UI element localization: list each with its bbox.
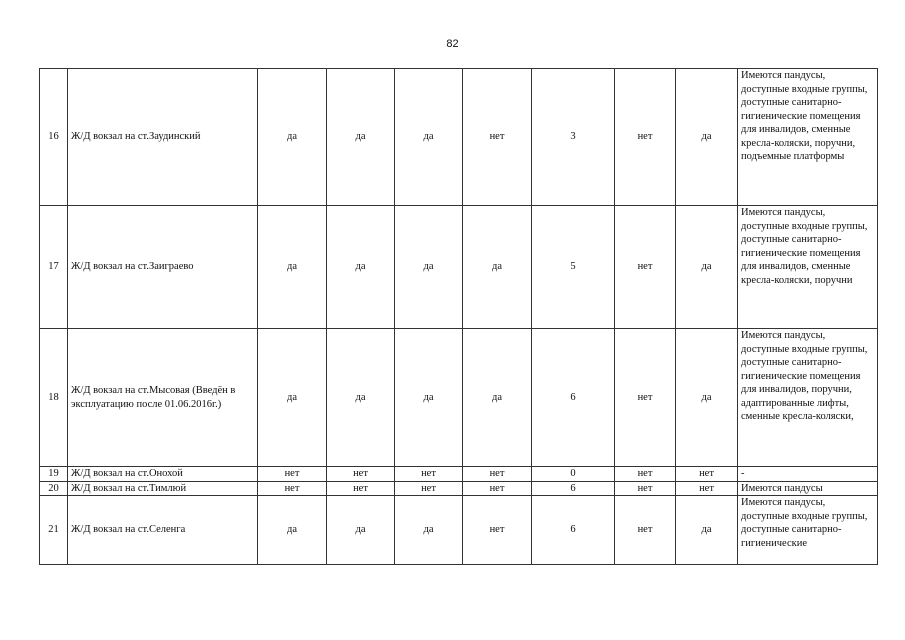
cell-value: да <box>258 329 327 467</box>
cell-value: нет <box>615 481 676 496</box>
cell-value: нет <box>395 481 463 496</box>
table-row <box>40 329 878 467</box>
table-row <box>40 69 878 206</box>
row-number: 21 <box>40 496 68 565</box>
row-number: 20 <box>40 481 68 496</box>
cell-value: нет <box>615 329 676 467</box>
note-text: Имеются пандусы <box>741 482 823 494</box>
row-number: 16 <box>40 69 68 206</box>
cell-value: да <box>258 496 327 565</box>
table-row <box>40 467 878 482</box>
accessibility-note <box>738 206 878 329</box>
cell-value: нет <box>463 69 532 206</box>
row-number: 17 <box>40 206 68 329</box>
station-name: Ж/Д вокзал на ст.Мысовая (Введён в эксплуатацию после 01.06.2016г.) <box>68 329 258 467</box>
cell-value: 6 <box>532 496 615 565</box>
cell-value: 5 <box>532 206 615 329</box>
cell-value: да <box>395 329 463 467</box>
cell-value: да <box>327 329 395 467</box>
accessibility-note <box>738 496 878 565</box>
cell-value: да <box>258 206 327 329</box>
note-text: Имеются пандусы, доступные входные группы, доступные санитарно-гигиенические <box>741 497 868 549</box>
cell-value: нет <box>615 467 676 482</box>
note-text: Имеются пандусы, доступные входные группы, доступные санитарно-гигиенические помещения для инвалидов, сменные кресла-коляски, поручни, подъемные платформы <box>741 70 868 162</box>
cell-value: нет <box>327 481 395 496</box>
accessibility-note <box>738 329 878 467</box>
note-text: Имеются пандусы, доступные входные группы, доступные санитарно-гигиенические помещения для инвалидов, сменные кресла-коляски, поручни <box>741 207 868 286</box>
cell-value: да <box>395 206 463 329</box>
cell-value: да <box>676 329 738 467</box>
table-row <box>40 206 878 329</box>
cell-value: да <box>327 206 395 329</box>
cell-value: нет <box>463 496 532 565</box>
station-name: Ж/Д вокзал на ст.Онохой <box>68 467 258 482</box>
cell-value: да <box>395 496 463 565</box>
note-text: - <box>741 468 745 479</box>
cell-value: да <box>463 206 532 329</box>
stations-accessibility-table <box>39 68 878 565</box>
cell-value: нет <box>463 467 532 482</box>
table-row <box>40 481 878 496</box>
page-number: 82 <box>446 38 459 50</box>
cell-value: да <box>327 496 395 565</box>
cell-value: 6 <box>532 329 615 467</box>
cell-value: да <box>463 329 532 467</box>
cell-value: нет <box>395 467 463 482</box>
cell-value: да <box>676 206 738 329</box>
cell-value: нет <box>615 496 676 565</box>
station-name: Ж/Д вокзал на ст.Заудинский <box>68 69 258 206</box>
cell-value: нет <box>615 206 676 329</box>
cell-value: 0 <box>532 467 615 482</box>
cell-value: да <box>327 69 395 206</box>
accessibility-note <box>738 481 878 496</box>
row-number: 18 <box>40 329 68 467</box>
cell-value: нет <box>676 481 738 496</box>
cell-value: нет <box>327 467 395 482</box>
cell-value: 6 <box>532 481 615 496</box>
cell-value: нет <box>676 467 738 482</box>
cell-value: да <box>676 496 738 565</box>
table-row <box>40 496 878 565</box>
cell-value: нет <box>258 467 327 482</box>
row-number: 19 <box>40 467 68 482</box>
station-name: Ж/Д вокзал на ст.Селенга <box>68 496 258 565</box>
cell-value: да <box>676 69 738 206</box>
note-text: Имеются пандусы, доступные входные группы, доступные санитарно-гигиенические помещения для инвалидов, поручни, адаптированные лифты, сменные кресла-коляски, <box>741 330 868 422</box>
station-name: Ж/Д вокзал на ст.Тимлюй <box>68 481 258 496</box>
cell-value: нет <box>615 69 676 206</box>
accessibility-note <box>738 467 878 482</box>
cell-value: нет <box>463 481 532 496</box>
station-name: Ж/Д вокзал на ст.Заиграево <box>68 206 258 329</box>
cell-value: 3 <box>532 69 615 206</box>
cell-value: нет <box>258 481 327 496</box>
accessibility-note <box>738 69 878 206</box>
cell-value: да <box>395 69 463 206</box>
cell-value: да <box>258 69 327 206</box>
